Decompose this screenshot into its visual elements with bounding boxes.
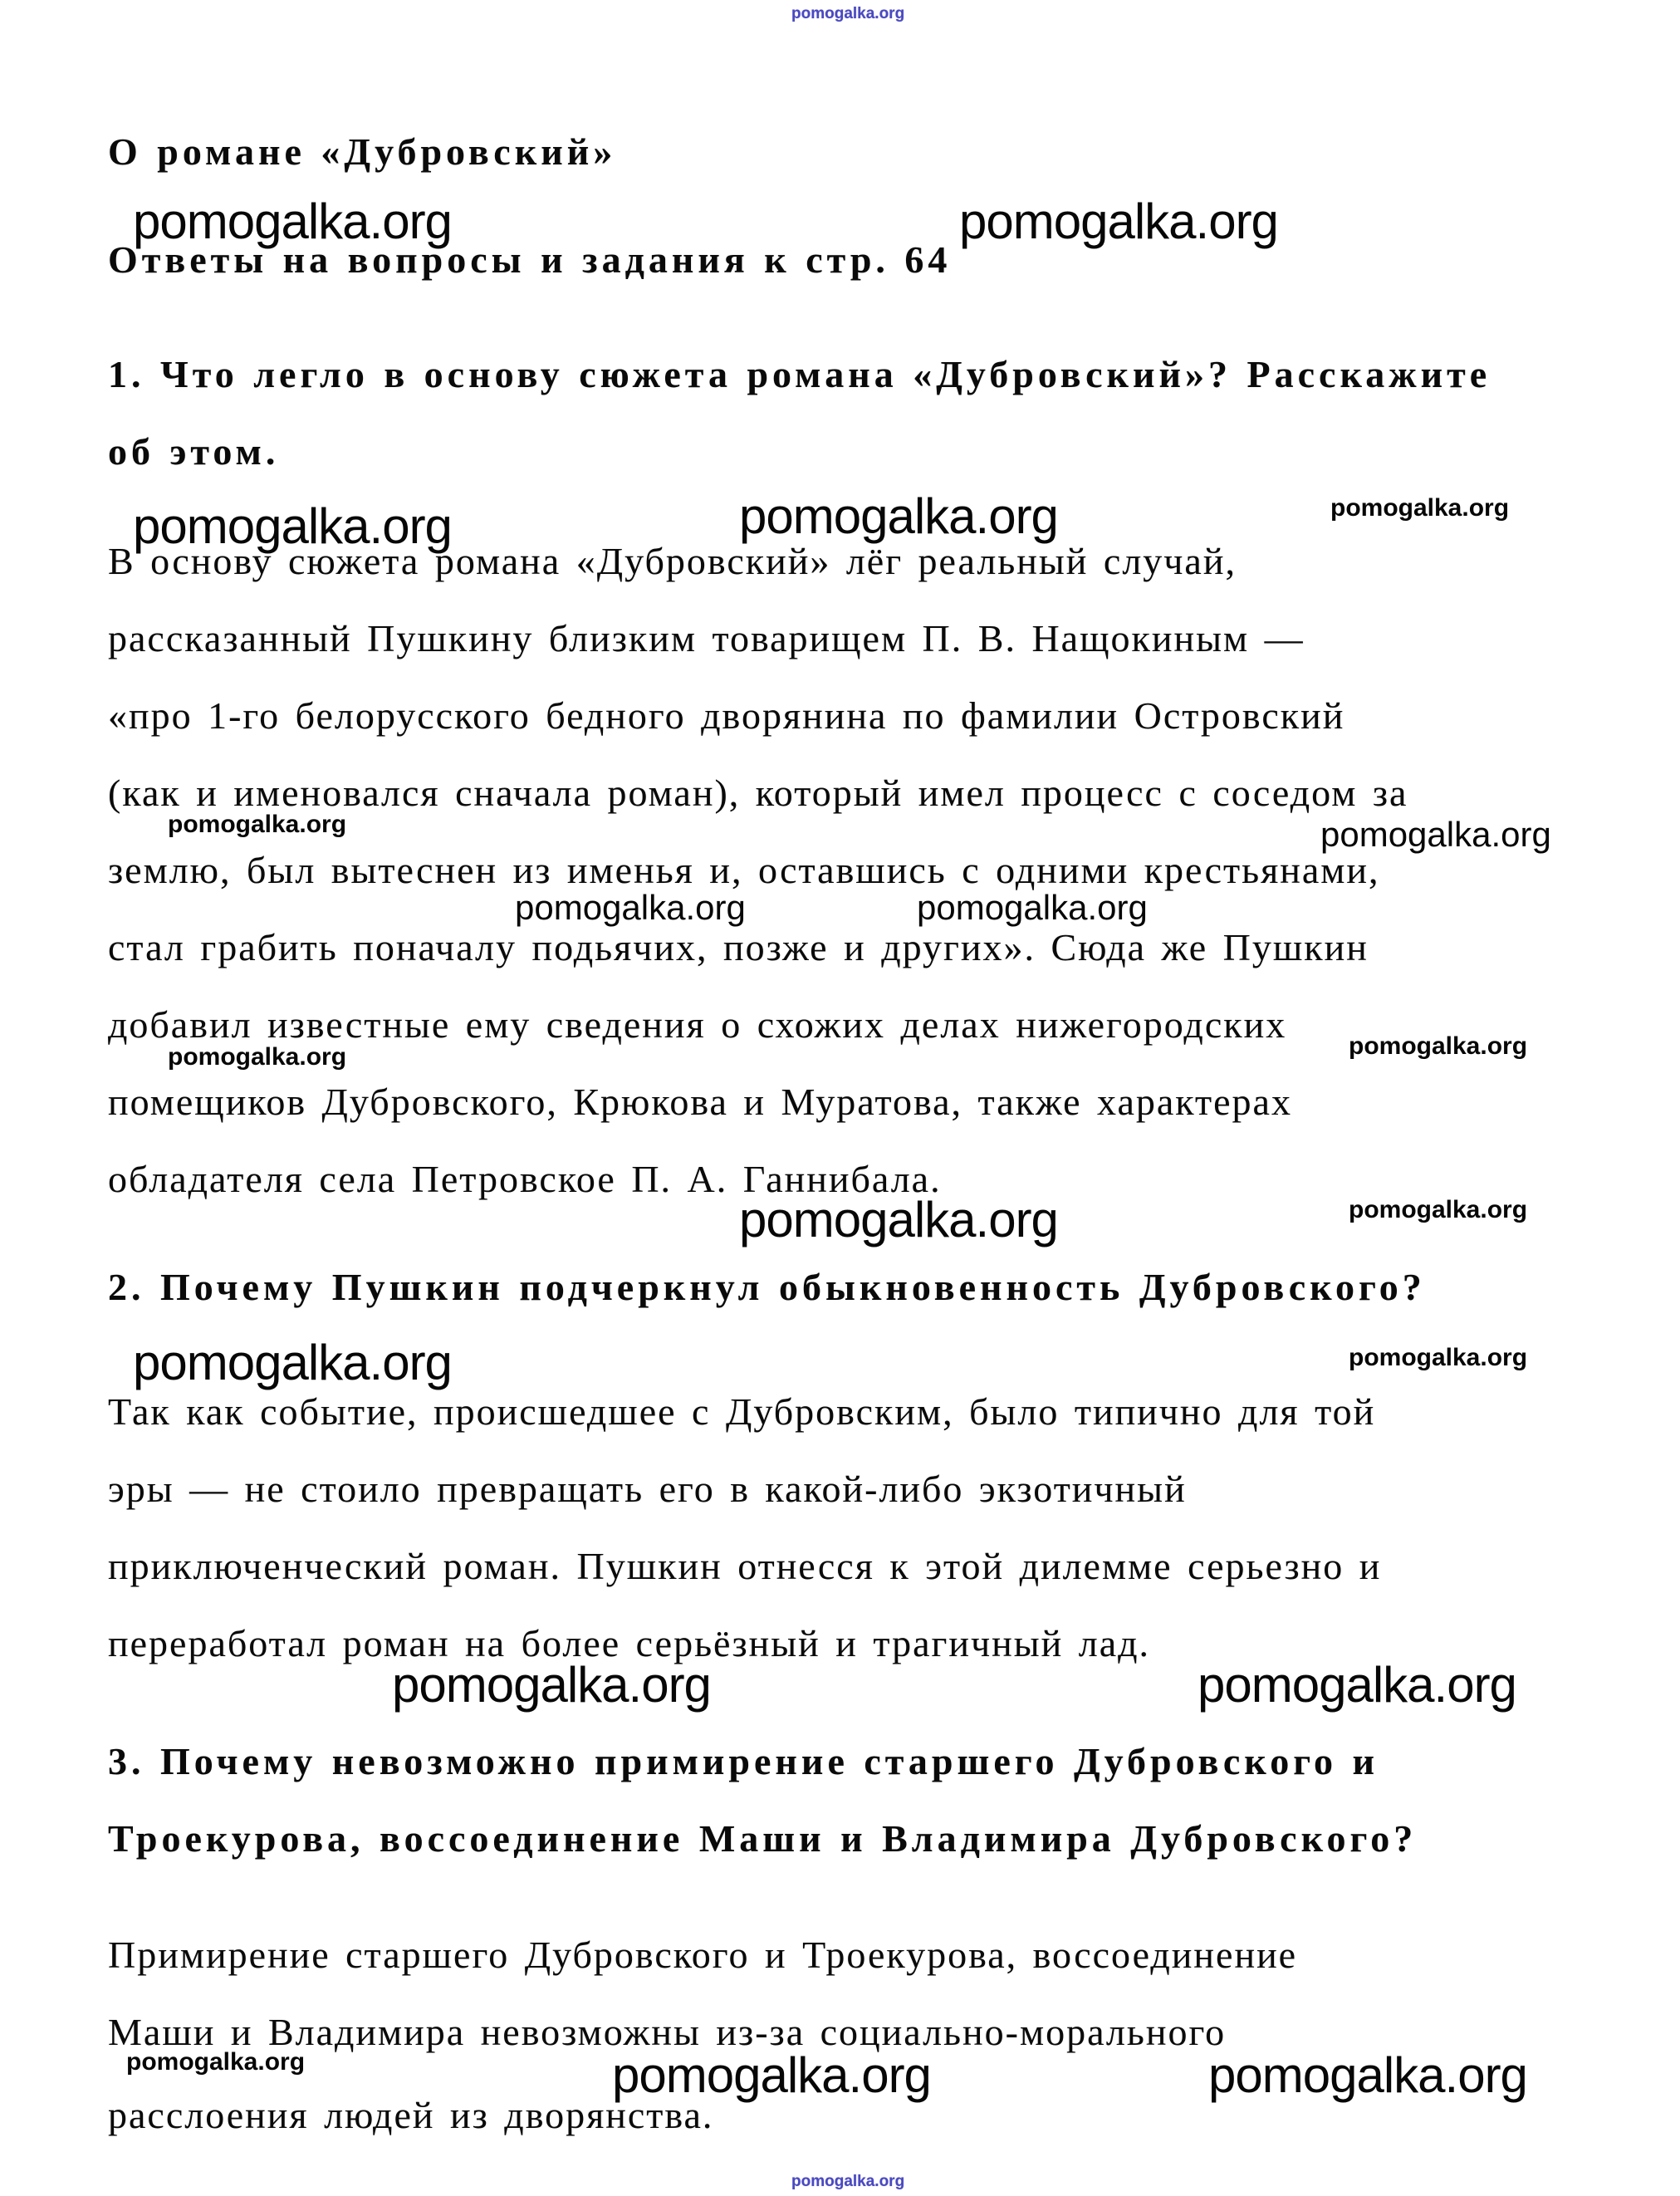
watermark: pomogalka.org <box>739 488 1058 544</box>
answer-3-line-3: расслоения людей из дворянства. <box>108 2094 714 2136</box>
question-1-line-1: 1. Что легло в основу сюжета романа «Дубровский»? Расскажите <box>108 353 1491 395</box>
watermark: pomogalka.org <box>1349 1032 1528 1060</box>
watermark: pomogalka.org <box>515 888 746 927</box>
watermark: pomogalka.org <box>1349 1196 1528 1223</box>
answer-1-line-8: помещиков Дубровского, Крюкова и Муратова, также характерах <box>108 1081 1292 1123</box>
answer-1-line-6: стал грабить поначалу подьячих, позже и других». Сюда же Пушкин <box>108 926 1369 968</box>
question-2-line-1: 2. Почему Пушкин подчеркнул обыкновенность Дубровского? <box>108 1266 1426 1308</box>
answer-2-line-3: приключенческий роман. Пушкин отнесся к этой дилемме серьезно и <box>108 1545 1382 1587</box>
answer-1-line-2: рассказанный Пушкину близким товарищем П. В. Нащокиным — <box>108 617 1305 659</box>
watermark: pomogalka.org <box>1330 494 1510 522</box>
watermark: pomogalka.org <box>168 1043 347 1071</box>
watermark: pomogalka.org <box>1208 2047 1527 2103</box>
question-1-line-2: об этом. <box>108 430 280 473</box>
watermark: pomogalka.org <box>168 811 347 838</box>
watermark: pomogalka.org <box>612 2047 931 2103</box>
section-subtitle: Ответы на вопросы и задания к стр. 64 <box>108 238 952 281</box>
page-title: О романе «Дубровский» <box>108 130 617 173</box>
watermark: pomogalka.org <box>917 888 1148 927</box>
watermark: pomogalka.org <box>392 1657 711 1713</box>
answer-2-line-2: эры — не стоило превращать его в какой-либо экзотичный <box>108 1468 1187 1510</box>
answer-1-line-3: «про 1-го белорусского бедного дворянина по фамилии Островский <box>108 694 1345 737</box>
watermark: pomogalka.org <box>133 194 452 249</box>
answer-3-line-1: Примирение старшего Дубровского и Троекурова, воссоединение <box>108 1934 1298 1976</box>
answer-1-line-7: добавил известные ему сведения о схожих делах нижегородских <box>108 1003 1287 1046</box>
question-3-line-2: Троекурова, воссоединение Маши и Владимира Дубровского? <box>108 1817 1418 1860</box>
answer-1-line-4: (как и именовался сначала роман), который имел процесс с соседом за <box>108 772 1408 814</box>
watermark: pomogalka.org <box>1198 1657 1516 1713</box>
answer-2-line-1: Так как событие, происшедшее с Дубровским, было типично для той <box>108 1390 1376 1433</box>
answer-1-line-1: В основу сюжета романа «Дубровский» лёг реальный случай, <box>108 540 1237 582</box>
watermark: pomogalka.org <box>1320 815 1551 854</box>
watermark: pomogalka.org <box>739 1192 1058 1248</box>
watermark: pomogalka.org <box>959 194 1278 249</box>
answer-1-line-9: обладателя села Петровское П. А. Ганнибала. <box>108 1158 942 1200</box>
watermark: pomogalka.org <box>133 498 452 554</box>
answer-2-line-4: переработал роман на более серьёзный и трагичный лад. <box>108 1622 1151 1664</box>
watermark: pomogalka.org <box>1349 1344 1528 1371</box>
answer-1-line-5: землю, был вытеснен из именья и, оставшись с одними крестьянами, <box>108 849 1380 891</box>
answer-3-line-2: Маши и Владимира невозможны из-за социально-морального <box>108 2011 1227 2053</box>
watermark: pomogalka.org <box>126 2048 306 2076</box>
watermark-blue-bottom: pomogalka.org <box>791 2173 905 2190</box>
watermark-blue-top: pomogalka.org <box>791 5 905 22</box>
watermark: pomogalka.org <box>133 1335 452 1390</box>
question-3-line-1: 3. Почему невозможно примирение старшего Дубровского и <box>108 1740 1379 1782</box>
